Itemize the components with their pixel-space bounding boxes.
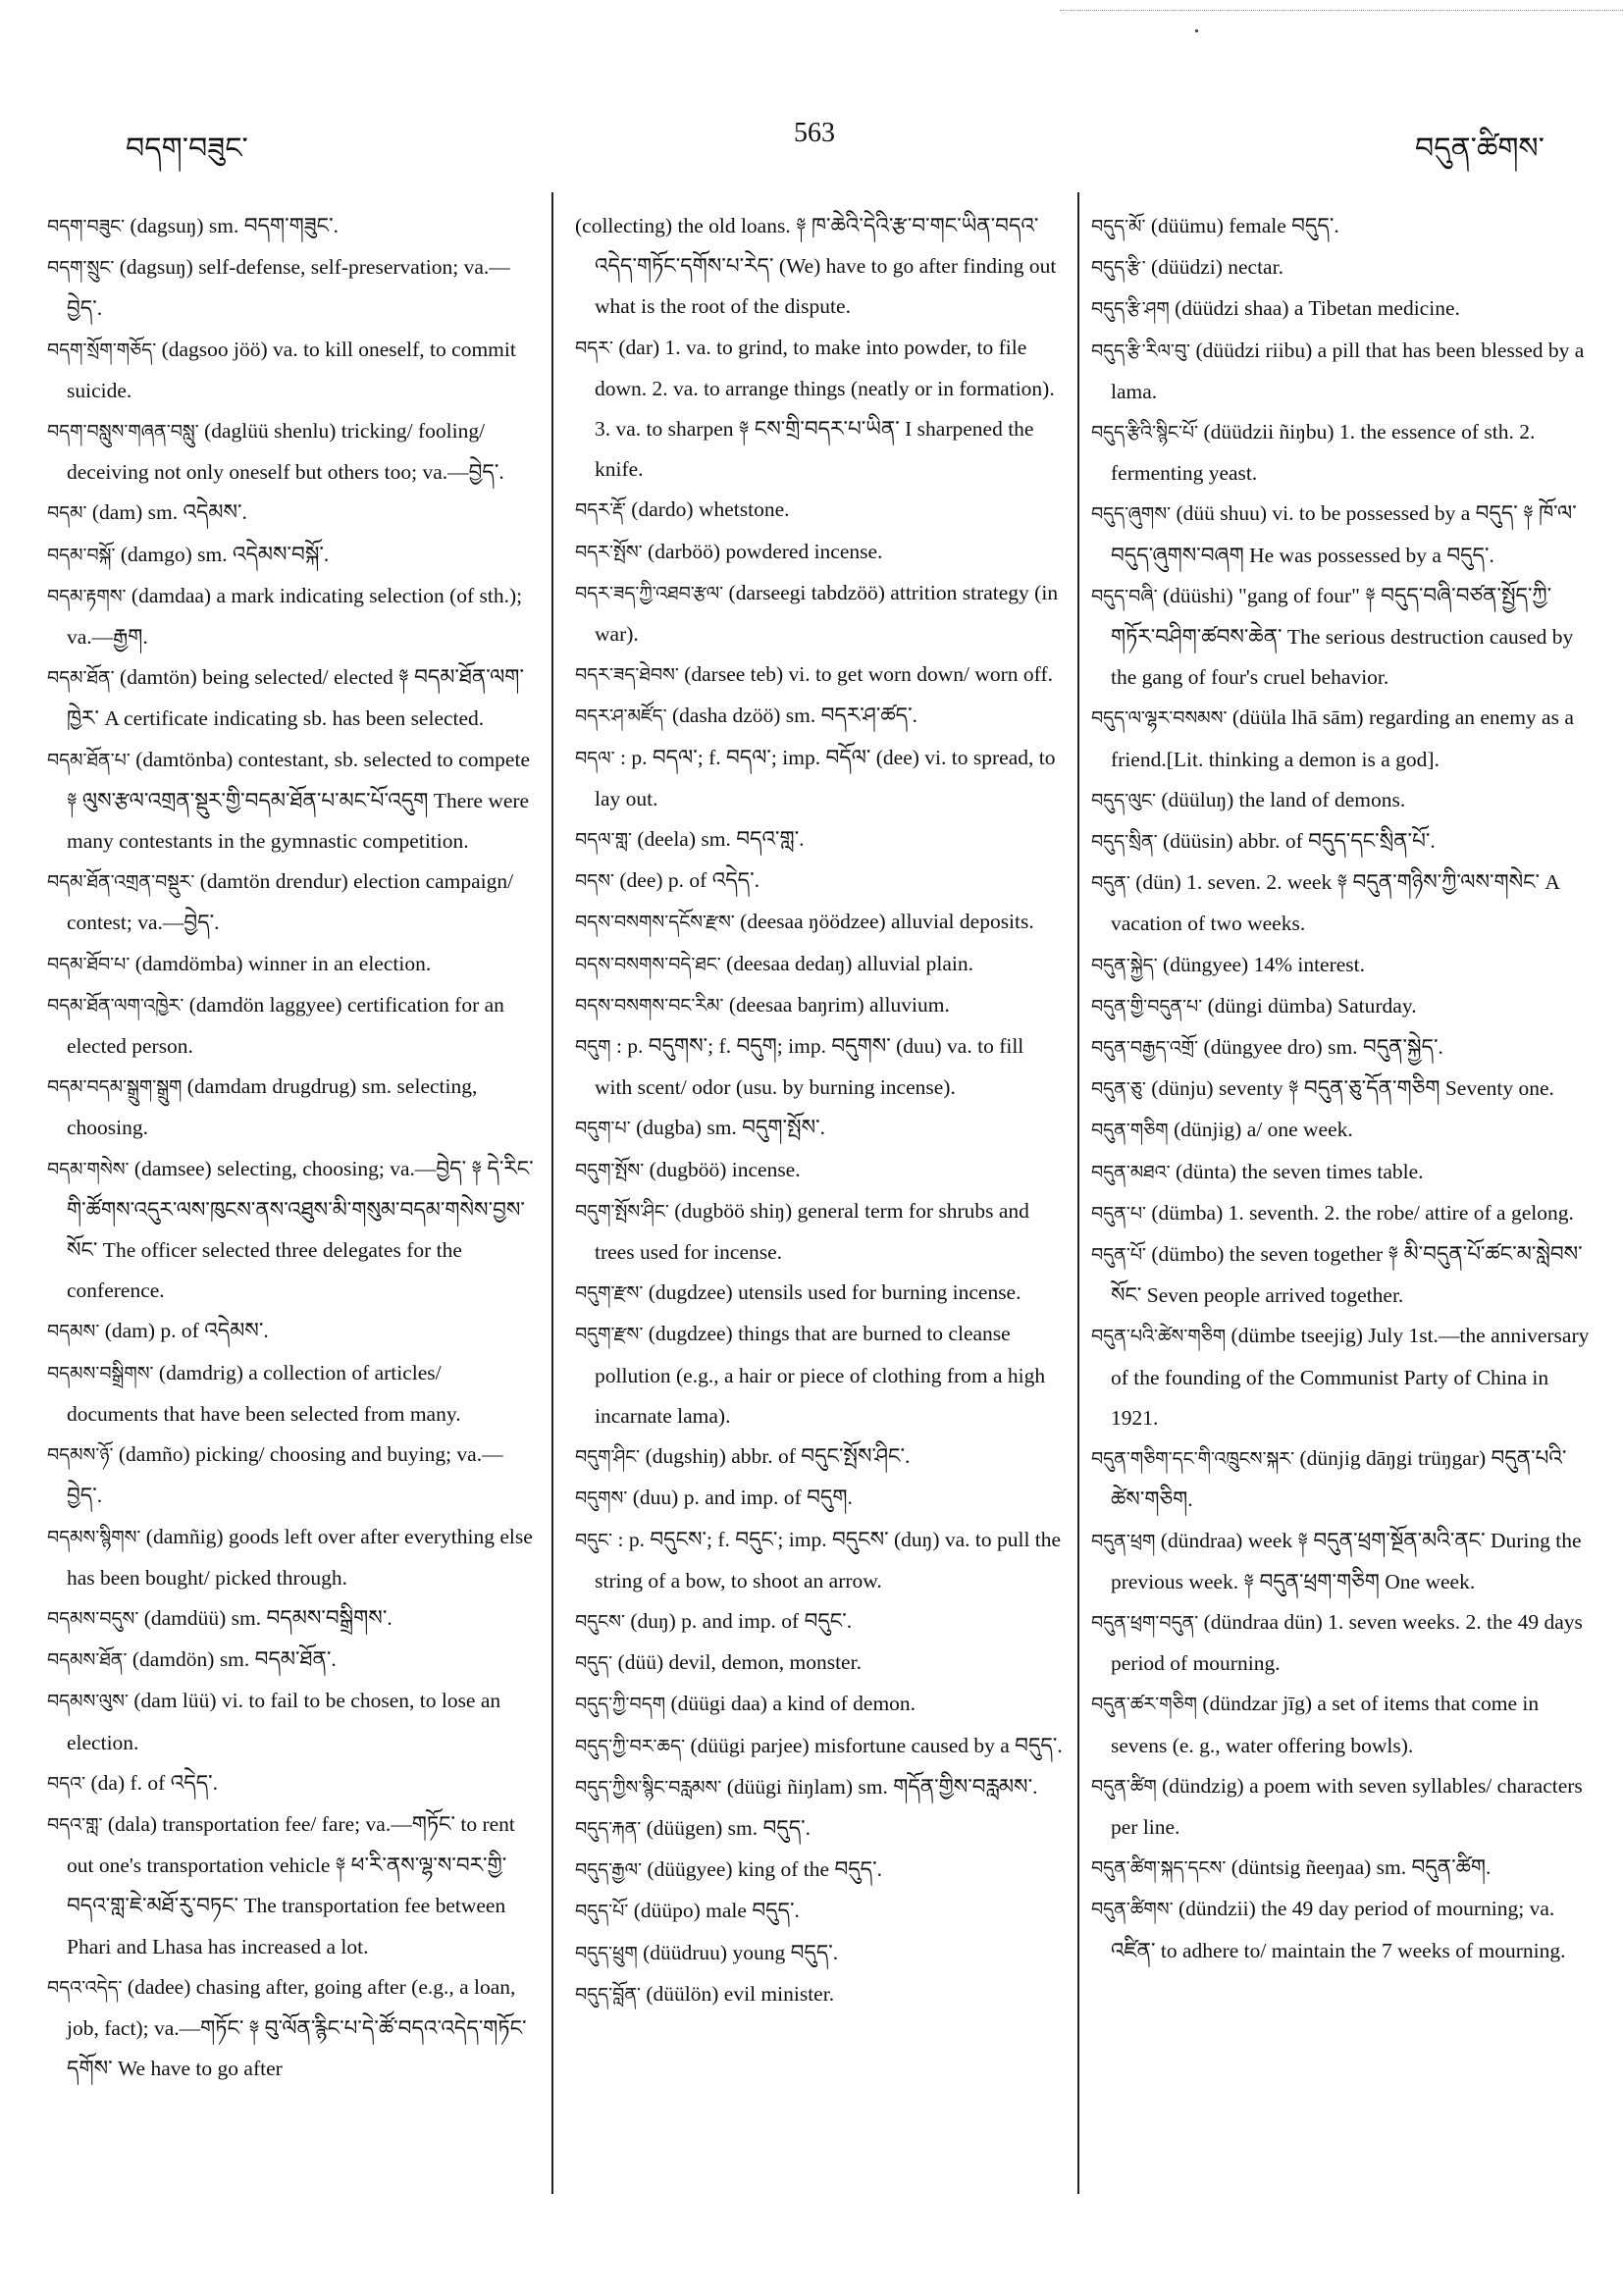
headword: བདུན་གྱི་བདུན་པ་ — [1091, 995, 1203, 1018]
dictionary-entry — [575, 1520, 1064, 1601]
headword: བདུག་སྤོས་ཤིང་ — [575, 1200, 669, 1223]
dictionary-entry — [575, 328, 1064, 491]
dictionary-entry — [1091, 698, 1594, 779]
definition: (düüsin) abbr. of བདུད་དང་སྲིན་པོ་. — [1163, 829, 1436, 854]
dictionary-entry — [575, 985, 1064, 1026]
definition: (damdam drugdrug) sm. selecting, choosing. — [67, 1074, 478, 1140]
definition: (damdön laggyee) certification for an elected person. — [67, 992, 504, 1059]
dictionary-entry — [575, 1436, 1064, 1478]
dictionary-entry — [1091, 412, 1594, 494]
definition: : p. བདུངས་; f. བདུང་; imp. བདུངས་ (duŋ) va. to pull the string of a bow, to shoot an arrow. — [595, 1527, 1062, 1592]
definition: (dasha dzöö) sm. བདར་ཤ་ཚད་. — [671, 704, 918, 728]
dictionary-entry — [575, 1150, 1064, 1191]
headword: བདུན་བརྒྱད་འགྲོ་ — [1091, 1037, 1199, 1060]
definition: (darsee teb) vi. to get worn down/ worn off. — [684, 662, 1053, 687]
headword: བདར་རྡོ་ — [575, 499, 626, 522]
dictionary-entry — [575, 1974, 1064, 2015]
headword: བདུད་རྩི་ཤག — [1091, 298, 1170, 321]
definition: (damtön drendur) election campaign/ contest; va.—བྱེད་. — [67, 869, 514, 935]
definition: (darböö) powdered incense. — [648, 539, 883, 563]
definition: (damtön) being selected/ elected ༈ བདམ་ཐོན་ལག་ཁྱེར་ A certificate indicating sb. has been selected. — [67, 665, 524, 731]
headword: བདག་བསླུས་གཞན་བསླུ་ — [47, 421, 199, 444]
headword: བདམ་ཐོན་པ་ — [47, 749, 131, 771]
dictionary-entry — [575, 206, 1064, 328]
dictionary-entry — [575, 490, 1064, 531]
headword: བདུད་རྩིའི་སྙིང་པོ་ — [1091, 422, 1199, 444]
column-2 — [575, 206, 1064, 2015]
headword: བདར་ — [575, 337, 614, 359]
column-divider — [551, 192, 553, 2194]
headword: བདར་སྤོས་ — [575, 541, 643, 563]
column-3 — [1091, 206, 1594, 1971]
headword: བདུག་ཤིང་ — [575, 1446, 641, 1469]
definition: (dam lüü) vi. to fail to be chosen, to lose an election. — [67, 1689, 501, 1754]
dictionary-entry — [47, 1763, 536, 1804]
definition: (düngyee) 14% interest. — [1163, 952, 1366, 976]
headword: བདས་བསགས་བང་རིམ་ — [575, 994, 724, 1017]
headword: བདམ་བདམ་སྒྲུག་སྒྲུག — [47, 1076, 183, 1099]
definition: (dar) 1. va. to grind, to make into powder, to file down. 2. va. to arrange things (neatly or in formation). 3. va. to sharpen ༈ ངས་གྲི་བདར་པ་ཡིན་ I sharpened the knife. — [595, 335, 1055, 482]
headword: བདམས་བསྒྲིགས་ — [47, 1362, 154, 1384]
dictionary-entry — [575, 1643, 1064, 1684]
headword: བདུད་རྩི་ — [1091, 257, 1146, 280]
scan-artifact-mark — [1195, 29, 1198, 32]
headword: བདམ་ཐོན་འགྲན་བསྡུར་ — [47, 871, 195, 894]
headword: བདུག་སྤོས་ — [575, 1159, 645, 1181]
definition: (darseegi tabdzöö) attrition strategy (in war). — [595, 580, 1059, 647]
dictionary-entry — [47, 330, 536, 411]
headword: བདུད་སྲིན་ — [1091, 831, 1158, 854]
definition: (dee) p. of འདེད་. — [619, 868, 760, 893]
dictionary-entry — [47, 1435, 536, 1516]
dictionary-entry — [47, 1311, 536, 1352]
definition: (düntsig ñeeŋaa) sm. བདུན་ཚིག. — [1230, 1855, 1492, 1880]
headword: བདུན་ཚར་གཅིག — [1091, 1694, 1198, 1716]
headword: བདལ་ — [575, 747, 615, 769]
headword: བདུགས་ — [575, 1487, 628, 1510]
headword: བདུན་མཐའ་ — [1091, 1161, 1171, 1183]
dictionary-entry — [575, 819, 1064, 861]
headword: བདུན་སྐྱེད་ — [1091, 954, 1158, 976]
definition: (düüdzi riibu) a pill that has been blessed by a lama. — [1111, 338, 1585, 403]
definition: (düü shuu) vi. to be possessed by a བདུད་ ༈ ཁོ་ལ་བདུད་ཞུགས་བཞག He was possessed by a བདུད་. — [1111, 501, 1577, 567]
definition: (dugdzee) things that are burned to cleanse pollution (e.g., a hair or piece of clothing from a high incarnate lama). — [595, 1322, 1046, 1428]
definition: (duŋ) p. and imp. of བདུང་. — [630, 1608, 853, 1633]
dictionary-entry — [1091, 494, 1594, 575]
definition: (düüluŋ) the land of demons. — [1161, 787, 1406, 811]
definition: (dümbe tseejig) July 1st.—the anniversary of the founding of the Communist Party of China in 1921. — [1111, 1324, 1590, 1430]
dictionary-entry — [1091, 1234, 1594, 1316]
headword: བདུག་རྫས་ — [575, 1282, 644, 1305]
dictionary-entry — [1091, 1110, 1594, 1151]
definition: (dam) p. of འདེམས་. — [104, 1319, 269, 1343]
headword: བདུག་པ་ — [575, 1118, 631, 1140]
headword: བདམས་ཉོ་ — [47, 1444, 114, 1467]
headword: བདལ་གླ་ — [575, 829, 632, 852]
dictionary-entry — [575, 1933, 1064, 1974]
definition: (dam) sm. འདེམས་. — [91, 500, 247, 525]
definition: (dagsuŋ) sm. བདག་གཟུང་. — [130, 214, 339, 237]
definition: (damdömba) winner in an election. — [134, 951, 432, 975]
definition: (deesaa baŋrim) alluvium. — [728, 992, 950, 1017]
definition: (damdön) sm. བདམ་ཐོན་. — [131, 1647, 337, 1672]
headword: བདག་བཟུང་ — [47, 216, 126, 237]
headword: བདུད་ཀྱི་བར་ཆད་ — [575, 1735, 686, 1757]
definition: (damtönba) contestant, sb. selected to compete ༈ ལུས་རྩལ་འགྲན་སྡུར་གྱི་བདམ་ཐོན་པ་མང་པོ་འདུག There were many contestants in the gymnastic competition. — [67, 747, 530, 854]
dictionary-entry — [47, 535, 536, 576]
dictionary-entry — [1091, 1848, 1594, 1889]
dictionary-entry — [1091, 1438, 1594, 1520]
definition: (düügen) sm. བདུད་. — [646, 1815, 812, 1840]
headword: བདས་ — [575, 870, 614, 893]
dictionary-entry — [47, 985, 536, 1067]
definition: (damsee) selecting, choosing; va.—བྱེད་ ༈ དེ་རིང་གི་ཚོགས་འདུར་ལས་ཁུངས་ནས་འཐུས་མི་གསུམ་བདམ་གསེས་བྱས་སོང་ The officer selected three delegates for the conference. — [67, 1156, 534, 1303]
dictionary-entry — [1091, 1193, 1594, 1234]
dictionary-entry — [1091, 986, 1594, 1027]
definition: (düüdzii ñiŋbu) 1. the essence of sth. 2. fermenting yeast. — [1111, 420, 1536, 486]
definition: (dünta) the seven times table. — [1176, 1159, 1424, 1183]
definition: (dündzig) a poem with seven syllables/ characters per line. — [1111, 1773, 1583, 1839]
headword: བདུད་རྩི་རིལ་བུ་ — [1091, 339, 1191, 362]
definition: (dümbo) the seven together ༈ མི་བདུན་པོ་ཚང་མ་སླེབས་སོང་ Seven people arrived together. — [1111, 1242, 1583, 1308]
headword: བདུག — [575, 1036, 611, 1059]
dictionary-entry — [575, 1478, 1064, 1519]
scan-artifact-dots — [1060, 10, 1623, 12]
definition: (düüpo) male བདུད་. — [633, 1899, 800, 1923]
dictionary-entry — [47, 657, 536, 739]
definition: (dündzar jīg) a set of items that come in sevens (e. g., water offering bowls). — [1111, 1692, 1540, 1757]
dictionary-entry — [47, 247, 536, 329]
headword: བདུད་བློན་ — [575, 1983, 642, 2006]
headword: བདུན་པའི་ཚེས་གཅིག — [1091, 1326, 1227, 1348]
dictionary-entry — [1091, 206, 1594, 247]
headword: བདུད་རྐན་ — [575, 1817, 642, 1840]
definition: (deela) sm. བདའ་གླ་. — [637, 827, 805, 852]
headword: བདུན་པ་ — [1091, 1202, 1147, 1225]
definition: (da) f. of འདེད་. — [90, 1770, 219, 1795]
dictionary-entry — [47, 1640, 536, 1681]
definition: (düüshi) "gang of four" ༈ བདུད་བཞི་བཙན་སྤྱོད་ཀྱི་གཏོར་བཤིག་ཚབས་ཆེན་ The serious destruction caused by the gang of four's cruel behavior. — [1111, 583, 1574, 690]
column-divider — [1077, 192, 1079, 2194]
headword: བདུན་གཅིག — [1091, 1120, 1169, 1142]
headword: བདུན་ཚིགས་ — [1091, 1899, 1174, 1921]
dictionary-entry — [47, 1067, 536, 1148]
definition: (dünjig dāŋgi trüŋgar) བདུན་པའི་ཚེས་གཅིག. — [1111, 1446, 1567, 1512]
definition: (damñig) goods left over after everything else has been bought/ picked through. — [67, 1524, 533, 1590]
definition: (dagsuŋ) self-defense, self-preservation; va.—བྱེད་. — [67, 255, 510, 321]
dictionary-entry — [575, 696, 1064, 737]
definition: (dugba) sm. བདུག་སྤོས་. — [636, 1116, 825, 1140]
definition: (damño) picking/ choosing and buying; va.—བྱེད་. — [67, 1442, 503, 1508]
dictionary-entry — [1091, 821, 1594, 862]
headword: བདག་སྲུང་ — [47, 257, 115, 280]
dictionary-entry — [47, 1517, 536, 1598]
definition: (düümu) female བདུད་. — [1150, 214, 1339, 237]
running-head-right: བདུན་ཚིགས་ — [1415, 132, 1544, 165]
definition: (duu) p. and imp. of བདུག. — [632, 1486, 853, 1510]
definition: (daglüü shenlu) tricking/ fooling/ deceiving not only oneself but others too; va.—བྱེད་. — [67, 419, 504, 485]
headword: བདས་བསགས་དངོས་རྫས་ — [575, 912, 735, 934]
headword: བདམས་ལུས་ — [47, 1691, 129, 1713]
dictionary-entry — [575, 944, 1064, 985]
headword: བདུད་ཞུགས་ — [1091, 503, 1172, 526]
headword: བདམ་བསྐོ་ — [47, 544, 116, 566]
headword: བདུང་ — [575, 1529, 613, 1551]
dictionary-entry — [1091, 1766, 1594, 1848]
dictionary-entry — [575, 1314, 1064, 1436]
definition: (dagsoo jöö) va. to kill oneself, to commit suicide. — [67, 337, 516, 402]
dictionary-entry — [1091, 576, 1594, 699]
headword: བདུད་མོ་ — [1091, 216, 1146, 237]
definition: (dadee) chasing after, going after (e.g., a loan, job, fact); va.—གཏོང་ ༈ བུ་ལོན་རྙིང་པ་དེ་ཚོ་བདའ་འདེད་གཏོང་དགོས་ We have to go after — [67, 1974, 527, 2081]
dictionary-entry — [575, 1026, 1064, 1108]
headword: བདས་བསགས་བདེ་ཐང་ — [575, 953, 721, 975]
headword: བདའ་ — [47, 1772, 86, 1795]
dictionary-entry — [1091, 288, 1594, 330]
running-head-left: བདག་བཟུང་ — [126, 132, 248, 165]
definition: (düülön) evil minister. — [646, 1981, 835, 2006]
headword: བདག་སྲོག་གཅོད་ — [47, 339, 157, 361]
definition: (dugdzee) utensils used for burning incense. — [648, 1280, 1021, 1305]
headword: བདམ་ཐོན་ལག་འཁྱེར་ — [47, 994, 184, 1017]
dictionary-entry — [575, 1684, 1064, 1725]
headword: བདམས་སྙིགས་ — [47, 1526, 141, 1548]
headword: བདུན་ཕྲག་བདུན་ — [1091, 1611, 1199, 1634]
dictionary-entry — [47, 1804, 536, 1967]
dictionary-entry — [1091, 1602, 1594, 1684]
headword: བདམ་རྟགས་ — [47, 585, 127, 607]
definition: (deesaa dedaŋ) alluvial plain. — [726, 951, 973, 975]
dictionary-entry — [47, 1598, 536, 1640]
headword: བདུད་ལུང་ — [1091, 789, 1156, 811]
dictionary-entry — [575, 532, 1064, 573]
headword: བདུད་ལ་ལྷར་བསམས་ — [1091, 707, 1228, 730]
definition: (deesaa ŋöödzee) alluvial deposits. — [740, 910, 1034, 934]
definition: (düügi parjee) misfortune caused by a བདུད་. — [690, 1733, 1063, 1757]
dictionary-entry — [575, 1850, 1064, 1891]
dictionary-entry — [575, 1108, 1064, 1149]
definition: (düngyee dro) sm. བདུན་སྐྱེད་. — [1203, 1035, 1443, 1060]
dictionary-entry — [1091, 862, 1594, 944]
definition: (dala) transportation fee/ fare; va.—གཏོང་ to rent out one's transportation vehicle ༈ ཕ་རི་ནས་ལྷ་ས་བར་གྱི་བདའ་གླ་ཇེ་མཐོ་རུ་བཏང་ The transportation fee between Phari and Lhasa has increased a lot. — [67, 1811, 515, 1958]
headword: བདུན་པོ་ — [1091, 1244, 1147, 1267]
dictionary-entry — [575, 1191, 1064, 1273]
definition: (dündraa dün) 1. seven weeks. 2. the 49 days period of mourning. — [1111, 1609, 1583, 1676]
headword: བདུན་ཚིག་སྐད་དངས་ — [1091, 1857, 1227, 1880]
definition: (damdrig) a collection of articles/ documents that have been selected from many. — [67, 1360, 461, 1426]
definition: (düüdzi shaa) a Tibetan medicine. — [1175, 296, 1460, 321]
definition: (düüdzi) nectar. — [1151, 255, 1283, 280]
definition: (düü) devil, demon, monster. — [617, 1650, 862, 1675]
headword: བདུན་ཕྲག — [1091, 1530, 1156, 1552]
headword: བདུན་ — [1091, 872, 1130, 895]
dictionary-entry — [47, 944, 536, 985]
definition: (damdüü) sm. བདམས་བསྒྲིགས་. — [143, 1605, 393, 1630]
definition: (dündzii) the 49 day period of mourning; va. འཛིན་ to adhere to/ maintain the 7 weeks of mourning. — [1111, 1897, 1566, 1962]
headword: བདར་ཟད་ཀྱི་འཐབ་རྩལ་ — [575, 582, 724, 604]
headword: བདུན་གཅིག་དང་གི་འཁྲུངས་སྐར་ — [1091, 1448, 1295, 1471]
dictionary-entry — [575, 738, 1064, 819]
definition: (dündraa) week ༈ བདུན་ཕྲག་སྔོན་མའི་ནང་ During the previous week. ༈ བདུན་ཕྲག་གཅིག One week. — [1111, 1528, 1582, 1593]
headword: བདུན་ཚིག — [1091, 1775, 1157, 1798]
dictionary-entry — [575, 1273, 1064, 1314]
dictionary-entry — [47, 411, 536, 493]
headword: བདམ་ཐོན་ — [47, 667, 115, 690]
headword: བདམས་ — [47, 1321, 100, 1343]
dictionary-entry — [1091, 1889, 1594, 1970]
dictionary-entry — [575, 861, 1064, 902]
headword: བདུད་པོ་ — [575, 1901, 629, 1923]
dictionary-entry — [1091, 1027, 1594, 1069]
headword: བདུད་རྒྱལ་ — [575, 1859, 643, 1882]
definition: (damdaa) a mark indicating selection (of sth.); va.—རྒྱག. — [67, 583, 523, 650]
headword: བདའ་འདེད་ — [47, 1976, 123, 1999]
definition: (dün) 1. seven. 2. week ༈ བདུན་གཉིས་ཀྱི་ལས་གསེང་ A vacation of two weeks. — [1111, 870, 1559, 936]
dictionary-entry — [47, 1681, 536, 1762]
headword: བདུད་བཞི་ — [1091, 585, 1158, 607]
headword: བདུག་རྫས་ — [575, 1324, 644, 1346]
dictionary-entry — [575, 1601, 1064, 1643]
dictionary-entry — [1091, 780, 1594, 821]
dictionary-entry — [47, 1353, 536, 1435]
page-number: 563 — [794, 118, 835, 148]
dictionary-entry — [575, 1726, 1064, 1767]
headword: བདུད་ཀྱིས་སྙིང་བརླམས་ — [575, 1776, 722, 1799]
definition: (dugböö shiŋ) general term for shrubs and trees used for incense. — [595, 1198, 1029, 1265]
headword: བདུད་ཀྱི་བདག — [575, 1694, 666, 1716]
definition: (dugshiŋ) abbr. of བདུང་སྤོས་ཤིང་. — [645, 1444, 911, 1469]
headword: བདར་ཟད་ཐེབས་ — [575, 664, 679, 687]
definition: (damgo) sm. འདེམས་བསྐོ་. — [120, 542, 330, 566]
definition: (dünjig) a/ one week. — [1174, 1118, 1353, 1142]
definition: (dardo) whetstone. — [631, 497, 790, 522]
dictionary-entry — [1091, 247, 1594, 288]
headword: བདུད་ཕྲུག — [575, 1942, 638, 1964]
definition: (düügi ñiŋlam) sm. གདོན་གྱིས་བརླམས་. — [726, 1774, 1038, 1799]
definition: (düügi daa) a kind of demon. — [670, 1692, 916, 1716]
definition: (düüla lhā sām) regarding an enemy as a friend.[Lit. thinking a demon is a god]. — [1111, 705, 1574, 771]
definition: (dümba) 1. seventh. 2. the robe/ attire of a gelong. — [1151, 1200, 1574, 1225]
headword: བདམས་ཐོན་ — [47, 1649, 128, 1672]
headword: བདུད་ — [575, 1652, 613, 1675]
definition: (düügyee) king of the བདུད་. — [647, 1857, 883, 1882]
dictionary-entry — [575, 902, 1064, 943]
dictionary-entry — [575, 1808, 1064, 1850]
headword: བདའ་གླ་ — [47, 1813, 103, 1836]
dictionary-entry — [1091, 1069, 1594, 1110]
headword: བདར་ཤ་མཛོད་ — [575, 705, 667, 728]
column-1 — [47, 206, 536, 2089]
dictionary-entry — [47, 493, 536, 534]
dictionary-entry — [575, 1767, 1064, 1808]
dictionary-entry — [1091, 1316, 1594, 1438]
dictionary-entry — [575, 654, 1064, 696]
definition: (düngi dümba) Saturday. — [1207, 993, 1417, 1018]
headword: བདམ་གསེས་ — [47, 1158, 130, 1180]
dictionary-entry — [575, 573, 1064, 654]
definition: (collecting) the old loans. ༈ ཁ་ཆེའི་དེའི་རྩ་བ་གང་ཡིན་བདའ་འདེད་གཏོང་དགོས་པ་རེད་ (We) have to go after finding out what is the root of the dispute. — [575, 214, 1057, 319]
headword: བདམས་བདུས་ — [47, 1607, 139, 1630]
dictionary-entry — [1091, 1684, 1594, 1765]
dictionary-entry — [47, 861, 536, 943]
definition: (dünju) seventy ༈ བདུན་ཅུ་དོན་གཅིག Seventy one. — [1151, 1076, 1554, 1101]
dictionary-entry — [1091, 1521, 1594, 1602]
dictionary-entry — [47, 206, 536, 247]
dictionary-entry — [1091, 1152, 1594, 1193]
dictionary-entry — [1091, 331, 1594, 412]
definition: : p. བདུགས་; f. བདུག; imp. བདུགས་ (duu) va. to fill with scent/ odor (usu. by burning incense). — [595, 1034, 1024, 1100]
definition: (düüdruu) young བདུད་. — [643, 1940, 839, 1964]
headword: བདམ་ཐོབ་པ་ — [47, 953, 131, 975]
headword: བདུན་ཅུ་ — [1091, 1078, 1146, 1101]
dictionary-entry — [47, 576, 536, 657]
definition: : p. བདལ་; f. བདལ་; imp. བདོལ་ (dee) vi. to spread, to lay out. — [595, 745, 1056, 810]
dictionary-entry — [47, 740, 536, 862]
definition: (dugböö) incense. — [649, 1157, 801, 1181]
headword: བདམ་ — [47, 502, 87, 525]
dictionary-entry — [1091, 945, 1594, 986]
dictionary-entry — [575, 1891, 1064, 1932]
dictionary-entry — [47, 1149, 536, 1312]
headword: བདུངས་ — [575, 1610, 625, 1633]
dictionary-entry — [47, 1967, 536, 2090]
